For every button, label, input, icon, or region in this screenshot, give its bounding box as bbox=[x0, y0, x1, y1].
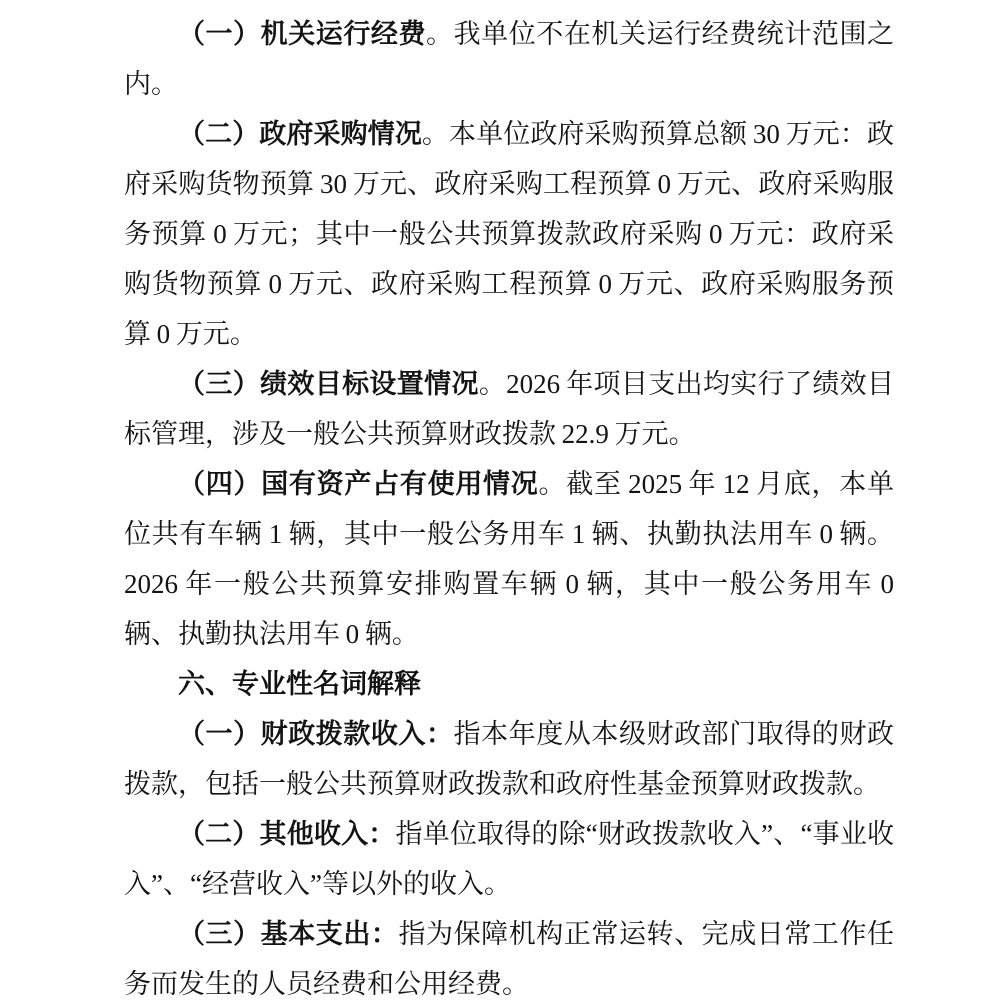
paragraph-def-other-income bbox=[124, 809, 894, 909]
paragraph-performance-targets bbox=[124, 359, 894, 459]
paragraph-text: 。截至 2025 年 12 月底，本单位共有车辆 1 辆，其中一般公务用车 1 辆、执勤执法用车 0 辆。2026 年一般公共预算安排购置车辆 0 辆，其中一般公务用车 0 辆、执勤执法用车 0 辆。 bbox=[124, 469, 895, 649]
paragraph-text: 。本单位政府采购预算总额 30 万元：政府采购货物预算 30 万元、政府采购工程预算 0 万元、政府采购服务预算 0 万元；其中一般公共预算拨款政府采购 0 万元：政府采购货物预算 0 万元、政府采购工程预算 0 万元、政府采购服务预算 0 万元。 bbox=[124, 119, 894, 349]
paragraph-state-assets bbox=[124, 459, 894, 659]
paragraph-lead: （二）其他收入： bbox=[178, 819, 396, 849]
paragraph-text: 指为保障机构正常运转、完成日常工作任务而发生的人员经费和公用经费。 bbox=[124, 919, 895, 999]
paragraph-text: 指本年度从本级财政部门取得的财政拨款，包括一般公共预算财政拨款和政府性基金预算财政拨款。 bbox=[124, 719, 895, 799]
paragraph-text: 。2026 年项目支出均实行了绩效目标管理，涉及一般公共预算财政拨款 22.9 万元。 bbox=[124, 369, 895, 449]
paragraph-lead: （四）国有资产占有使用情况 bbox=[178, 469, 539, 499]
paragraph-text: 指单位取得的除“财政拨款收入”、“事业收入”、“经营收入”等以外的收入。 bbox=[124, 819, 895, 899]
section-heading-terminology: 六、专业性名词解释 bbox=[178, 669, 421, 699]
paragraph-lead: （三）绩效目标设置情况 bbox=[178, 369, 479, 399]
paragraph-def-fiscal-appropriation-income bbox=[124, 709, 894, 809]
paragraph-lead: （三）基本支出： bbox=[178, 919, 399, 949]
paragraph-def-basic-expenditure bbox=[124, 909, 894, 1008]
paragraph-lead: （二）政府采购情况 bbox=[178, 119, 422, 149]
paragraph-text: 。我单位不在机关运行经费统计范围之内。 bbox=[124, 19, 895, 99]
paragraph-lead: （一）财政拨款收入： bbox=[178, 719, 454, 749]
paragraph-agency-operating-funds bbox=[124, 9, 894, 109]
paragraph-lead: （一）机关运行经费 bbox=[178, 19, 427, 49]
paragraph-government-procurement bbox=[124, 109, 894, 359]
